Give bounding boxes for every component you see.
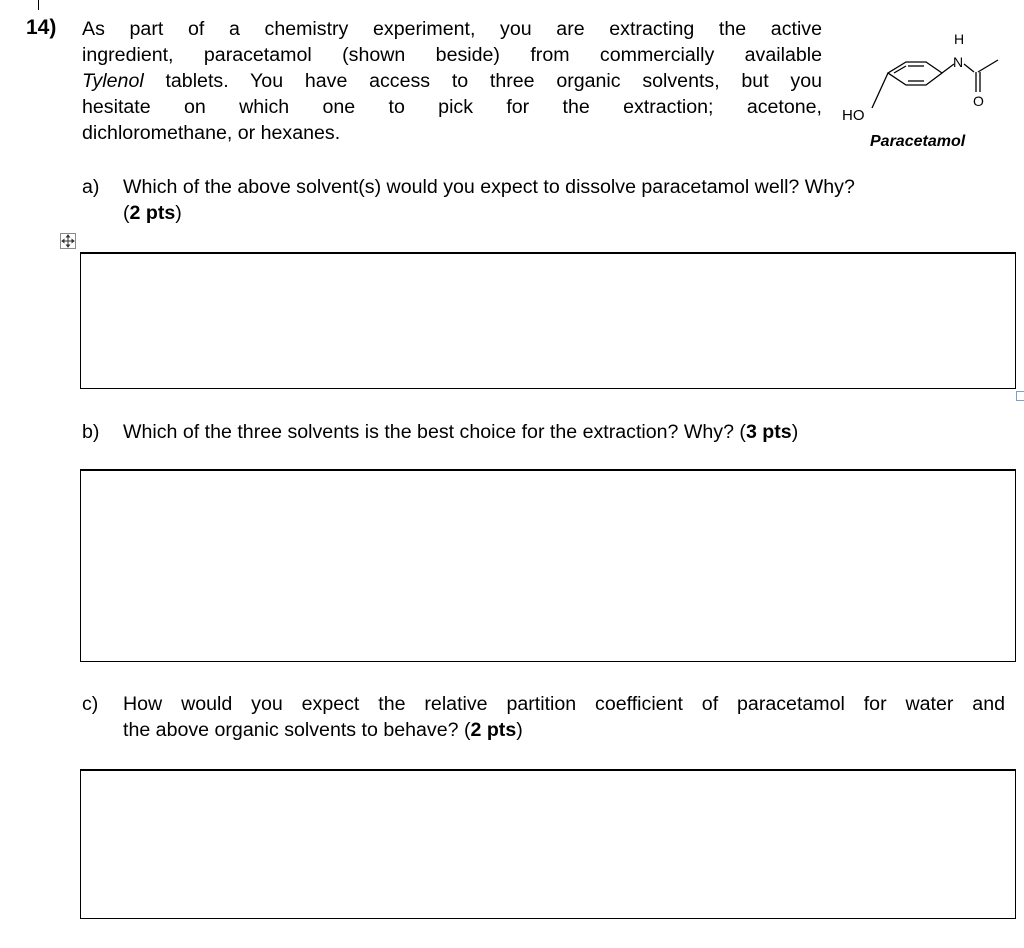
part-question xyxy=(123,419,1013,445)
part-question-text-2: the above organic solvents to behave? xyxy=(123,719,464,741)
intro-line: hesitate on which one to pick for the extraction; acetone, xyxy=(82,96,822,118)
points-open: ( xyxy=(739,421,746,443)
intro-line: As part of a chemistry experiment, you are extracting the active xyxy=(82,18,822,40)
part-letter: b) xyxy=(82,421,100,443)
label-ho: HO xyxy=(842,107,865,124)
part-letter: c) xyxy=(82,693,99,715)
label-o: O xyxy=(973,93,984,109)
part-question xyxy=(123,691,1005,743)
part-question-text: Which of the above solvent(s) would you expect to dissolve paracetamol well? Why? xyxy=(123,176,855,198)
part-b xyxy=(82,419,1012,449)
resize-handle-icon[interactable] xyxy=(1016,391,1024,401)
ring-inner-bond xyxy=(894,66,906,73)
intro-line: ingredient, paracetamol (shown beside) from commercially available xyxy=(82,44,822,66)
molecule-caption: Paracetamol xyxy=(870,133,966,150)
points-open: ( xyxy=(463,719,471,741)
part-question-text: How would you expect the relative partition coefficient of paracetamol for water and xyxy=(123,693,1005,715)
intro-line: dichloromethane, or hexanes. xyxy=(82,122,341,144)
points-open: ( xyxy=(123,202,130,224)
points-value: 2 pts xyxy=(129,202,176,224)
points-close: ) xyxy=(516,719,523,741)
label-h: H xyxy=(954,31,965,47)
answer-box-c[interactable] xyxy=(80,769,1016,919)
move-arrows-icon[interactable] xyxy=(60,233,76,249)
points-value: 2 pts xyxy=(470,719,517,741)
ho-bond xyxy=(872,73,888,108)
n-c-bond xyxy=(964,64,974,72)
points-value: 3 pts xyxy=(745,421,792,443)
answer-box-b[interactable] xyxy=(80,469,1016,662)
part-question-text: Which of the three solvents is the best choice for the extraction? Why? xyxy=(123,421,740,443)
methyl-bond xyxy=(978,60,998,72)
points-close: ) xyxy=(791,421,799,443)
points-close: ) xyxy=(175,202,182,224)
answer-box-a[interactable] xyxy=(80,252,1016,389)
part-question-line-2 xyxy=(123,717,1005,743)
tylenol-italic: Tylenol xyxy=(82,70,144,92)
part-c xyxy=(82,691,1012,751)
part-a xyxy=(82,174,1012,234)
question-number: 14) xyxy=(26,16,57,39)
move-arrows-glyph xyxy=(61,234,75,248)
intro-line xyxy=(82,68,822,94)
question-intro xyxy=(82,16,822,146)
text-cursor-mark xyxy=(38,0,39,10)
part-question xyxy=(123,174,1013,226)
label-n: N xyxy=(953,54,964,70)
intro-line-rest: tablets. You have access to three organic solvents, but you xyxy=(143,70,822,92)
part-letter: a) xyxy=(82,176,100,198)
paracetamol-structure xyxy=(836,26,1006,126)
